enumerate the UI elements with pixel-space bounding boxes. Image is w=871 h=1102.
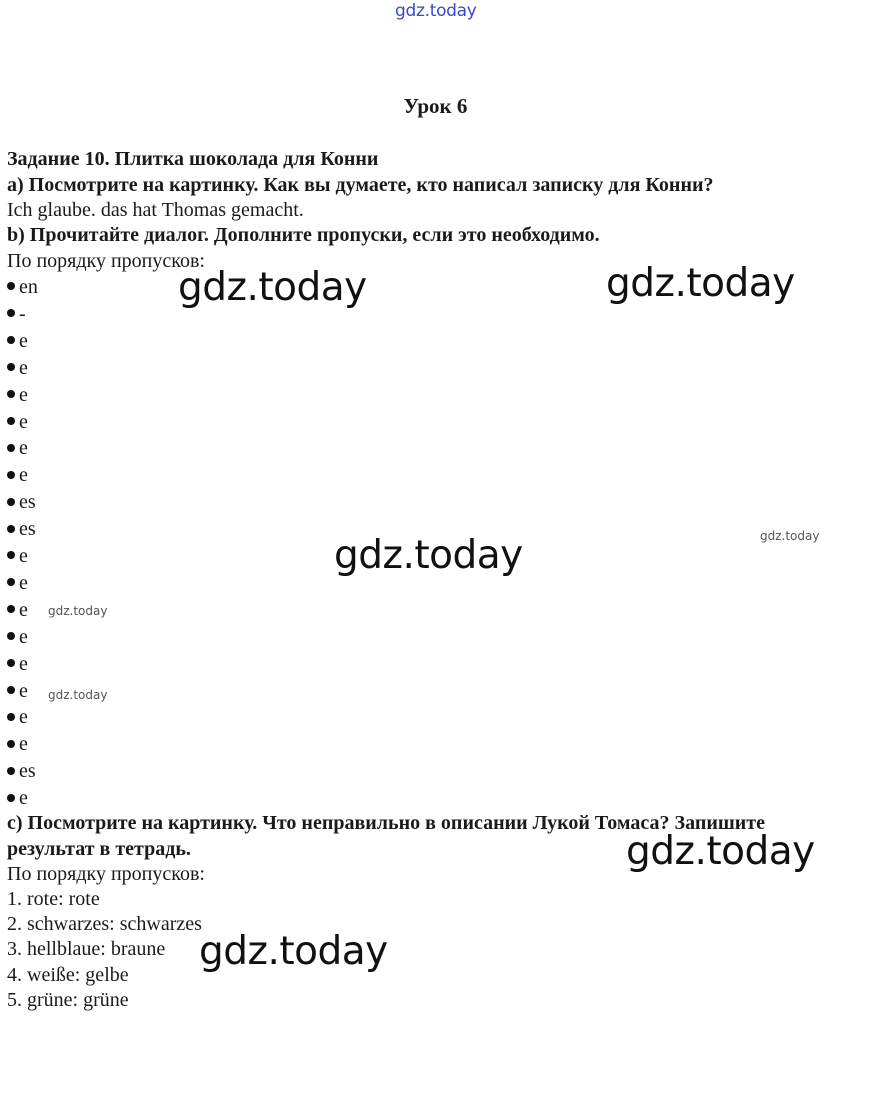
top-watermark: gdz.today <box>395 1 477 21</box>
part-b-answer-item <box>7 678 28 704</box>
part-b-answer-text: es <box>19 491 36 514</box>
watermark-large-2: gdz.today <box>606 261 795 306</box>
part-c-answer-2: 2. schwarzes: schwarzes <box>7 913 202 935</box>
bullet-icon <box>7 551 15 559</box>
part-b-answer-text: e <box>19 545 28 567</box>
part-b-answer-text: e <box>19 383 28 406</box>
part-c-instruction: c) Посмотрите на картинку. Что неправильно в описании Лукой Томаса? Запишите <box>7 812 765 834</box>
bullet-icon <box>7 659 15 667</box>
watermark-large-4: gdz.today <box>626 829 815 874</box>
part-a-question: a) Посмотрите на картинку. Как вы думаете, кто написал записку для Конни? <box>7 174 714 196</box>
watermark-small-1: gdz.today <box>760 529 820 543</box>
part-b-answer-text: e <box>19 679 28 702</box>
bullet-icon <box>7 578 15 586</box>
part-b-answer-text: e <box>19 410 28 433</box>
part-c-answer-1: 1. rote: rote <box>7 888 100 910</box>
task-heading: Задание 10. Плитка шоколада для Конни <box>7 148 379 170</box>
bullet-icon <box>7 740 15 748</box>
part-b-answer-text: e <box>19 571 28 594</box>
part-b-answer-text: - <box>19 302 26 325</box>
watermark-large-3: gdz.today <box>334 533 523 578</box>
watermark-small-2: gdz.today <box>48 604 108 618</box>
part-b-answer-item <box>7 382 28 408</box>
part-b-answer-text: es <box>19 518 36 541</box>
part-b-answer-item <box>7 489 36 515</box>
bullet-icon <box>7 632 15 640</box>
watermark-large-1: gdz.today <box>178 265 367 310</box>
part-b-answer-item <box>7 462 28 488</box>
part-b-answer-item <box>7 570 28 596</box>
part-b-answer-item <box>7 543 28 569</box>
part-b-instruction: b) Прочитайте диалог. Дополните пропуски, если это необходимо. <box>7 224 600 246</box>
part-a-answer: Ich glaube. das hat Thomas gemacht. <box>7 199 304 221</box>
bullet-icon <box>7 417 15 425</box>
part-c-instruction-cont: результат в тетрадь. <box>7 838 191 860</box>
part-b-answer-text: e <box>19 329 28 352</box>
part-b-answer-item <box>7 328 28 354</box>
bullet-icon <box>7 525 15 533</box>
part-b-answer-text: e <box>19 356 28 379</box>
part-b-answer-item <box>7 516 36 542</box>
part-b-answer-item <box>7 435 28 461</box>
part-b-answer-text: e <box>19 652 28 675</box>
bullet-icon <box>7 309 15 317</box>
part-b-answer-item <box>7 704 28 730</box>
bullet-icon <box>7 363 15 371</box>
part-b-intro: По порядку пропусков: <box>7 250 205 272</box>
part-b-answer-item <box>7 785 28 811</box>
part-b-answer-item <box>7 355 28 381</box>
watermark-large-5: gdz.today <box>199 929 388 974</box>
part-c-answer-5: 5. grüne: grüne <box>7 989 129 1011</box>
bullet-icon <box>7 686 15 694</box>
part-b-answer-item <box>7 651 28 677</box>
part-c-intro: По порядку пропусков: <box>7 863 205 885</box>
part-b-answer-text: e <box>19 464 28 487</box>
bullet-icon <box>7 471 15 479</box>
part-b-answer-text: e <box>19 787 28 810</box>
part-b-answer-item <box>7 758 36 784</box>
bullet-icon <box>7 444 15 452</box>
part-b-answer-text: en <box>19 276 38 298</box>
bullet-icon <box>7 390 15 398</box>
bullet-icon <box>7 794 15 802</box>
page-title: Урок 6 <box>403 94 468 118</box>
part-b-answer-item <box>7 409 28 435</box>
part-b-answer-text: es <box>19 760 36 783</box>
bullet-icon <box>7 767 15 775</box>
watermark-small-3: gdz.today <box>48 688 108 702</box>
part-b-answer-item <box>7 624 28 650</box>
bullet-icon <box>7 713 15 721</box>
part-b-answer-item <box>7 274 38 300</box>
bullet-icon <box>7 605 15 613</box>
bullet-icon <box>7 282 15 290</box>
part-b-answer-text: e <box>19 625 28 648</box>
bullet-icon <box>7 336 15 344</box>
part-c-answer-4: 4. weiße: gelbe <box>7 964 129 986</box>
part-b-answer-item <box>7 301 26 327</box>
part-b-answer-item <box>7 597 28 623</box>
part-b-answer-text: e <box>19 706 28 729</box>
part-b-answer-text: e <box>19 437 28 460</box>
part-b-answer-text: e <box>19 733 28 756</box>
part-b-answer-text: e <box>19 598 28 621</box>
part-b-answer-item <box>7 731 28 757</box>
bullet-icon <box>7 498 15 506</box>
part-c-answer-3: 3. hellblaue: braune <box>7 938 166 960</box>
